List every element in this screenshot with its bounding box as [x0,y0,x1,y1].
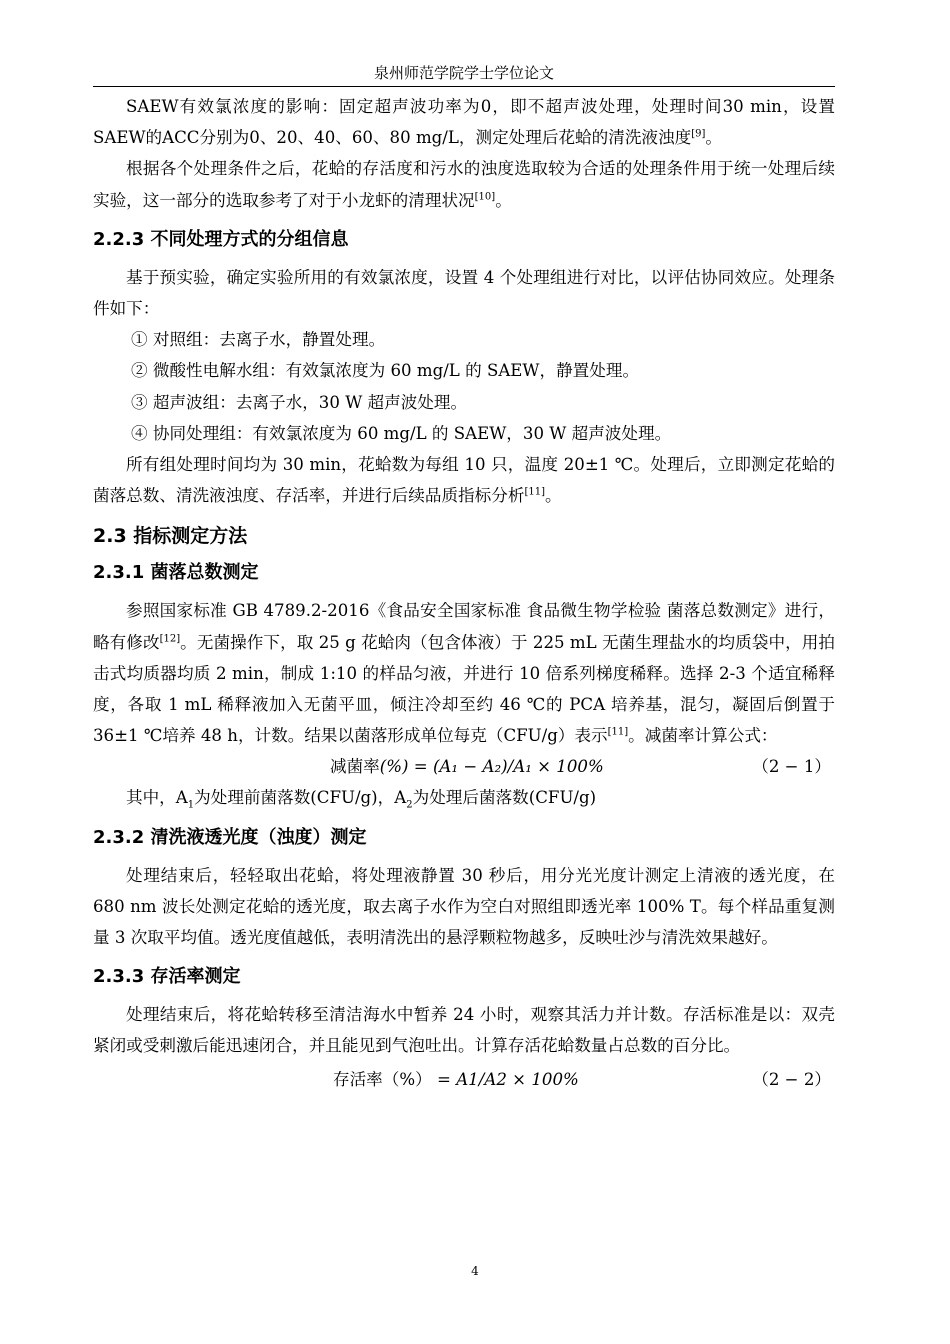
page-number: 4 [471,1264,479,1278]
citation: [9] [691,128,706,140]
citation: [11] [524,486,545,498]
paragraph-text: 。 [495,190,512,210]
paragraph-equation-note: 其中，$A_1$为处理前菌落数(CFU/g)，$A_2$为处理后菌落数(CFU/g) [126,788,597,811]
equation-2-2 [93,1064,835,1095]
section-heading-2-3-1: 2.3.1 菌落总数测定 [93,562,259,584]
paragraph-text: 所有组处理时间均为 30 min，花蛤数为每组 10 只，温度 20±1 ℃。处理后，立即测定花蛤的菌落总数、清洗液浊度、存活率，并进行后续品质指标分析 [93,455,835,506]
list-item: ④ 协同处理组：有效氯浓度为 60 mg/L 的 SAEW，30 W 超声波处理。 [131,423,672,443]
section-heading-2-3-3: 2.3.3 存活率测定 [93,966,241,988]
equation-number: （2 − 1） [752,757,831,777]
section-heading-2-2-3: 2.2.3 不同处理方式的分组信息 [93,228,349,250]
paragraph-colony-count [93,595,835,751]
equation-expression [330,751,604,782]
equation-expression [333,1064,579,1095]
paragraph-text: 。 [705,128,722,148]
citation: [10] [474,191,496,203]
paragraph-groups-intro: 基于预实验，确定实验所用的有效氯浓度，设置 4 个处理组进行对比，以评估协同效应。处理条件如下： [93,267,835,319]
citation: [12] [159,633,181,645]
paragraph-turbidity: 处理结束后，轻轻取出花蛤，将处理液静置 30 秒后，用分光光度计测定上清液的透光度，在 680 nm 波长处测定花蛤的透光度，取去离子水作为空白对照组即透光率 100% T。每个样品重复测量 3 次取平均值。透光度值越低，表明清洗出的悬浮颗粒物越多，反映吐沙与清洗效果越好。 [93,865,835,948]
list-item: ③ 超声波组：去离子水，30 W 超声波处理。 [131,392,468,412]
running-header: 泉州师范学院学士学位论文 [373,64,554,82]
equation-body: (%) = (A₁ − A₂)/A₁ × 100% [379,757,604,777]
paragraph-saew-acc [93,91,835,153]
list-item: ① 对照组：去离子水，静置处理。 [131,330,386,350]
header-rule [93,86,835,87]
paragraph-text: 。减菌率计算公式： [628,726,778,746]
section-heading-2-3-2: 2.3.2 清洗液透光度（浊度）测定 [93,826,367,848]
paragraph-text: SAEW有效氯浓度的影响：固定超声波功率为0，即不超声波处理，处理时间30 min，设置SAEW的ACC分别为0、20、40、60、80 mg/L，测定处理后花蛤的清洗液浊度 [93,97,835,148]
equation-label: 存活率（%） [333,1069,432,1089]
paragraph-text: 根据各个处理条件之后，花蛤的存活度和污水的浊度选取较为合适的处理条件用于统一处理后续实验，这一部分的选取参考了对于小龙虾的清理状况 [93,159,835,210]
paragraph-text: 。 [544,486,562,506]
list-item: ② 微酸性电解水组：有效氯浓度为 60 mg/L 的 SAEW，静置处理。 [131,361,640,381]
paragraph-survival: 处理结束后，将花蛤转移至清洁海水中暂养 24 小时，观察其活力并计数。存活标准是以：双壳紧闭或受刺激后能迅速闭合，并且能见到气泡吐出。计算存活花蛤数量占总数的百分比。 [93,1005,835,1056]
equation-number: （2 − 2） [752,1069,831,1089]
page-body [93,91,835,1095]
equation-body: = A1/A2 × 100% [431,1069,579,1089]
paragraph-text: 参照国家标准 GB 4789.2-2016《食品安全国家标准 食品微生物学检验 菌落总数测定》进行，略有修改 [93,601,835,652]
paragraph-text: 。无菌操作下，取 25 g 花蛤肉（包含体液）于 225 mL 无菌生理盐水的均质袋中，用拍击式均质器均质 2 min，制成 1:10 的样品匀液，并进行 10 倍系列梯度稀释。选择 2-3 个适宜稀释度，各取 1 mL 稀释液加入无菌平皿，倾注冷却至约 46 ℃的 PCA 培养基，混匀，凝固后倒置于 36±1 ℃培养 48 h，计数。结果以菌落形成单位每克（CFU/g）表示 [93,632,835,746]
citation: [11] [607,726,629,738]
paragraph-group-conditions [93,449,835,511]
equation-2-1 [93,751,835,782]
paragraph-selection [93,153,835,215]
section-heading-2-3: 2.3 指标测定方法 [93,525,248,548]
equation-label: 减菌率 [330,757,380,777]
